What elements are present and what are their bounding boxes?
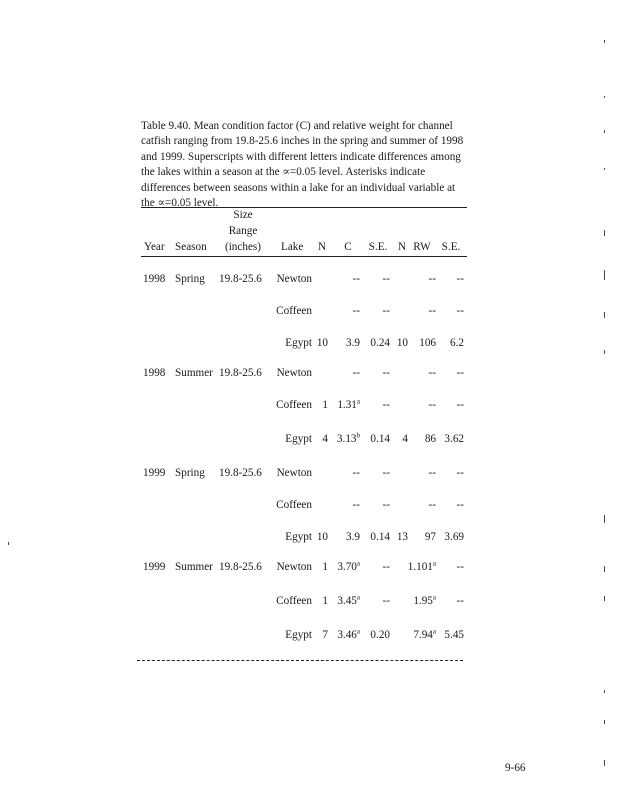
cell-lake [270,273,312,286]
cell-se1 [364,499,390,512]
cell-rw [400,629,436,642]
cell-rw-value: -- [428,399,436,411]
scan-speck [604,596,605,601]
cell-se1 [364,595,390,608]
scan-speck [604,130,605,133]
header-se2: S.E. [441,241,461,253]
cell-lake-value: Coffeen [276,499,312,511]
cell-n1-value: 1 [322,595,328,607]
scan-speck [604,720,605,724]
cell-se2 [438,561,464,574]
cell-n1 [312,595,328,608]
cell-se2-value: -- [456,305,464,317]
cell-lake [270,629,312,642]
cell-rw [400,561,436,574]
cell-size-value: 19.8-25.6 [219,467,262,479]
cell-rw-value: -- [428,305,436,317]
cell-se1 [364,467,390,480]
cell-se2-value: -- [456,467,464,479]
cell-n2-value: 10 [396,337,408,349]
cell-rw-value: 86 [424,433,436,445]
table-caption: Table 9.40. Mean condition factor (C) and relative weight for channel catfish ranging from 19.8-25.6 inches in the spring and summer of 1998 and 1999. Superscripts with different letters indicate differences among the lakes within a season at the ∝=0.05 level. Asterisks indicate differences between seasons within a lake for an individual variable at the ∝=0.05 level. [141,120,464,210]
cell-size [219,273,267,286]
cell-rw [400,337,436,350]
cell-se1-value: 0.20 [370,629,390,641]
cell-n1-value: 1 [322,561,328,573]
cell-se2-value: -- [456,561,464,573]
cell-season-value: Spring [175,273,205,285]
cell-c [330,273,360,286]
cell-se2 [438,399,464,412]
superscript-letter: a [356,627,360,636]
header-n1: N [317,241,327,253]
superscript-letter: b [356,431,360,440]
scan-speck [604,168,605,170]
cell-n1 [312,561,328,574]
cell-n1-value: 7 [322,629,328,641]
cell-se1 [364,531,390,544]
cell-c-value: 3.9 [346,337,360,349]
cell-c [330,305,360,318]
cell-rw [400,273,436,286]
cell-se2 [438,337,464,350]
cell-se1-value: -- [382,305,390,317]
cell-se1 [364,367,390,380]
cell-se2 [438,273,464,286]
cell-se2-value: 5.45 [444,629,464,641]
cell-rw-value: 7.94 [413,629,433,641]
cell-se2 [438,499,464,512]
cell-c [330,433,360,446]
cell-c [330,561,360,574]
cell-se1-value: 0.14 [370,531,390,543]
cell-season [175,367,213,380]
cell-se1-value: -- [382,399,390,411]
cell-c-value: -- [352,305,360,317]
header-lake: Lake [281,241,304,253]
cell-rw-value: 97 [424,531,436,543]
cell-rw [400,367,436,380]
cell-n1 [312,433,328,446]
scan-speck [604,690,605,693]
scan-speck [604,312,605,318]
cell-c [330,467,360,480]
cell-size-value: 19.8-25.6 [219,367,262,379]
cell-se2-value: 3.69 [444,531,464,543]
scan-speck [604,40,605,43]
cell-season [175,467,213,480]
cell-se2-value: 6.2 [450,337,464,349]
cell-year-value: 1999 [143,561,166,573]
cell-season [175,273,213,286]
cell-lake [270,337,312,350]
cell-se1-value: 0.14 [370,433,390,445]
scan-speck [604,96,605,98]
cell-rw [400,433,436,446]
cell-c-value: -- [352,499,360,511]
cell-lake-value: Egypt [285,531,312,543]
cell-se2-value: 3.62 [444,433,464,445]
cell-lake-value: Newton [276,273,312,285]
cell-se2-value: -- [456,273,464,285]
superscript-letter: a [356,593,360,602]
cell-c [330,399,360,412]
header-se1: S.E. [368,241,388,253]
scan-speck [604,350,605,354]
cell-se2-value: -- [456,399,464,411]
cell-n1 [312,337,328,350]
cell-lake-value: Egypt [285,433,312,445]
cell-c [330,595,360,608]
cell-rw-value: -- [428,467,436,479]
header-rw: RW [413,241,431,253]
cell-se1-value: 0.24 [370,337,390,349]
cell-year [143,467,167,480]
header-size-line1: Size [233,209,253,221]
cell-c-value: 3.13 [336,433,357,445]
cell-lake [270,305,312,318]
table-top-rule [141,207,467,208]
cell-lake-value: Coffeen [276,399,312,411]
cell-se2 [438,629,464,642]
cell-lake [270,499,312,512]
cell-year [143,561,167,574]
cell-se1 [364,629,390,642]
cell-year-value: 1999 [143,467,166,479]
cell-lake [270,399,312,412]
cell-year [143,367,167,380]
cell-se1-value: -- [382,273,390,285]
cell-c-value: 1.31 [337,399,357,411]
cell-n2-value: 4 [402,433,408,445]
cell-lake [270,367,312,380]
scan-speck [604,566,605,572]
cell-lake [270,561,312,574]
superscript-letter: a [432,627,436,636]
cell-n1 [312,399,328,412]
cell-rw [400,305,436,318]
cell-n1 [312,531,328,544]
cell-size [219,467,267,480]
cell-c [330,337,360,350]
cell-se1 [364,399,390,412]
cell-c [330,499,360,512]
cell-rw-value: 1.101 [407,561,433,573]
superscript-letter: a [432,593,436,602]
cell-lake-value: Coffeen [276,595,312,607]
cell-rw [400,467,436,480]
cell-n1 [312,629,328,642]
cell-n1-value: 4 [322,433,328,445]
cell-se1-value: -- [382,595,390,607]
header-c: C [344,241,352,253]
scan-speck [604,760,605,766]
cell-rw [400,531,436,544]
cell-lake-value: Newton [276,467,312,479]
cell-rw-value: 106 [419,337,436,349]
cell-se1 [364,561,390,574]
cell-c-value: -- [352,273,360,285]
cell-c [330,629,360,642]
cell-lake-value: Egypt [285,337,312,349]
cell-se2 [438,305,464,318]
cell-n1-value: 10 [316,337,328,349]
cell-lake [270,531,312,544]
cell-se1 [364,273,390,286]
cell-rw [400,499,436,512]
cell-rw-value: -- [428,499,436,511]
cell-se1 [364,305,390,318]
header-size-line2: Range [228,225,258,237]
cell-season-value: Summer [175,367,213,379]
superscript-letter: a [432,559,436,568]
cell-rw [400,595,436,608]
cell-se2 [438,467,464,480]
superscript-letter: a [356,559,360,568]
cell-se2 [438,531,464,544]
cell-c [330,531,360,544]
cell-year-value: 1998 [143,273,166,285]
page-number: 9-66 [505,762,526,774]
cell-se2-value: -- [456,367,464,379]
header-n2: N [397,241,407,253]
cell-se2 [438,367,464,380]
cell-lake [270,595,312,608]
cell-size-value: 19.8-25.6 [219,561,262,573]
superscript-letter: a [356,397,360,406]
cell-n1-value: 10 [316,531,328,543]
cell-c-value: 3.70 [337,561,357,573]
header-season: Season [175,241,207,253]
header-size-line3: (inches) [224,241,262,253]
cell-rw-value: 1.95 [413,595,433,607]
cell-c-value: 3.9 [346,531,360,543]
scan-speck [8,542,9,545]
scan-speck [604,230,605,236]
cell-se1-value: -- [382,561,390,573]
cell-year [143,273,167,286]
cell-se1-value: -- [382,367,390,379]
header-year: Year [144,241,165,253]
cell-lake-value: Newton [276,561,312,573]
cell-lake [270,467,312,480]
cell-lake-value: Coffeen [276,305,312,317]
cell-n1-value: 1 [322,399,328,411]
cell-lake-value: Egypt [285,629,312,641]
cell-season-value: Spring [175,467,205,479]
cell-se2-value: -- [456,499,464,511]
cell-se1 [364,337,390,350]
cell-season-value: Summer [175,561,213,573]
cell-c-value: -- [352,367,360,379]
scan-speck [604,270,605,280]
cell-n2-value: 13 [396,531,408,543]
table-header-rule [141,256,467,257]
cell-rw [400,399,436,412]
cell-size [219,367,267,380]
cell-rw-value: -- [428,273,436,285]
scan-speck [604,515,605,523]
cell-c-value: 3.46 [337,629,357,641]
cell-se2-value: -- [456,595,464,607]
cell-c [330,367,360,380]
table-bottom-rule [137,660,463,661]
cell-c-value: -- [352,467,360,479]
cell-lake-value: Newton [276,367,312,379]
cell-year-value: 1998 [143,367,166,379]
cell-size-value: 19.8-25.6 [219,273,262,285]
cell-lake [270,433,312,446]
cell-se1-value: -- [382,467,390,479]
cell-c-value: 3.45 [337,595,357,607]
cell-se2 [438,433,464,446]
cell-se2 [438,595,464,608]
cell-size [219,561,267,574]
cell-se1 [364,433,390,446]
cell-season [175,561,213,574]
cell-se1-value: -- [382,499,390,511]
cell-rw-value: -- [428,367,436,379]
